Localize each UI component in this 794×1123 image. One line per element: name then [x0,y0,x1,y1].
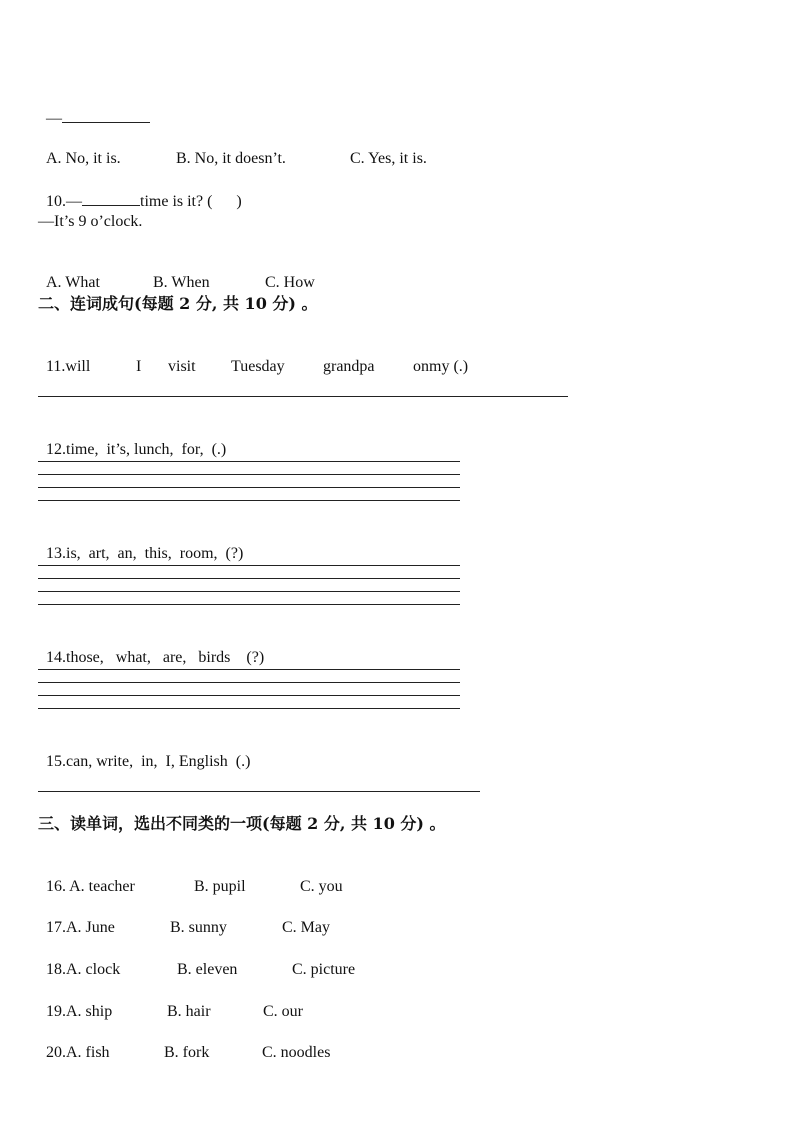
q13-answer-line[interactable] [38,578,460,579]
q19-option-a[interactable]: A. ship [66,1003,113,1020]
q16-option-b[interactable]: B. pupil [194,878,246,895]
q11-word: I [136,358,142,375]
q13-answer-line[interactable] [38,591,460,592]
q9-option-b[interactable]: B. No, it doesn’t. [176,150,286,167]
q16-options [38,857,343,897]
q10-options [38,253,315,293]
q9-options [38,129,427,169]
q10-dash: — [66,193,82,210]
q10-stem [38,170,242,212]
q19-options [38,982,303,1022]
section3-heading: 三、读单词，选出不同类的一项(每题 2 分, 共 10 分) 。 [38,814,446,833]
q16-number: 16. [46,878,66,895]
q12-answer-line[interactable] [38,500,460,501]
q20-options [38,1023,330,1063]
q15-answer-line[interactable] [38,791,480,792]
q17-option-b[interactable]: B. sunny [170,919,227,936]
q18-option-b[interactable]: B. eleven [177,961,238,978]
q15-words: can, write, in, I, English (.) [66,753,251,770]
q13-answer-line[interactable] [38,565,460,566]
q13-answer-line[interactable] [38,604,460,605]
q12-answer-line[interactable] [38,474,460,475]
q11-number: 11. [46,358,66,375]
q11-word: visit [168,358,196,375]
q20-option-a[interactable]: A. fish [66,1044,110,1061]
section2-heading: 二、连词成句(每题 2 分, 共 10 分) 。 [38,294,318,313]
q9-answer-line [38,87,150,129]
q18-number: 18. [46,961,66,978]
q9-answer-blank[interactable] [62,107,150,123]
q14-text [38,628,264,668]
q20-number-option-a [46,1043,164,1063]
q10-option-c[interactable]: C. How [265,274,315,291]
q10-blank[interactable] [82,190,140,206]
q12-number: 12. [46,441,66,458]
q20-number: 20. [46,1044,66,1061]
q10-answer: —It’s 9 o’clock. [38,213,143,230]
q17-number: 17. [46,919,66,936]
q17-option-c[interactable]: C. May [282,919,330,936]
q13-words: is, art, an, this, room, (?) [66,545,244,562]
q11-word: grandpa [323,358,375,375]
q17-option-a[interactable]: A. June [66,919,115,936]
q18-number-option-a [46,960,177,980]
q11-word: will [65,358,91,375]
q17-options [38,898,330,938]
q12-text [38,420,226,460]
q11-word: onmy (.) [413,358,469,375]
q13-text [38,524,243,564]
q20-option-b[interactable]: B. fork [164,1044,210,1061]
q11-words [38,337,468,377]
q11-word: Tuesday [231,358,285,375]
q12-answer-line[interactable] [38,461,460,462]
q9-option-a[interactable]: A. No, it is. [46,150,121,167]
q16-option-a[interactable]: A. teacher [69,878,135,895]
q17-number-option-a [46,918,170,938]
q19-option-c[interactable]: C. our [263,1003,303,1020]
q14-answer-line[interactable] [38,695,460,696]
q10-stem-text: time is it? ( ) [140,193,242,210]
q18-option-c[interactable]: C. picture [292,961,356,978]
q11-answer-line[interactable] [38,396,568,397]
q10-option-b[interactable]: B. When [153,274,210,291]
q14-answer-line[interactable] [38,682,460,683]
q12-words: time, it’s, lunch, for, (.) [66,441,227,458]
q13-number: 13. [46,545,66,562]
q19-number-option-a [46,1002,167,1022]
q18-option-a[interactable]: A. clock [66,961,121,978]
q10-number: 10. [46,193,66,210]
q10-option-a[interactable]: A. What [46,274,100,291]
q20-option-c[interactable]: C. noodles [262,1044,331,1061]
q14-answer-line[interactable] [38,708,460,709]
q19-option-b[interactable]: B. hair [167,1003,211,1020]
q18-options [38,940,355,980]
q9-option-c[interactable]: C. Yes, it is. [350,150,427,167]
q14-words: those, what, are, birds (?) [66,649,265,666]
q12-answer-line[interactable] [38,487,460,488]
q11-number-word1 [46,357,136,377]
q16-option-c[interactable]: C. you [300,878,343,895]
q16-number-option-a [46,877,194,897]
q19-number: 19. [46,1003,66,1020]
q14-number: 14. [46,649,66,666]
q9-dash: — [46,110,62,127]
q15-number: 15. [46,753,66,770]
q15-text [38,732,250,772]
q14-answer-line[interactable] [38,669,460,670]
